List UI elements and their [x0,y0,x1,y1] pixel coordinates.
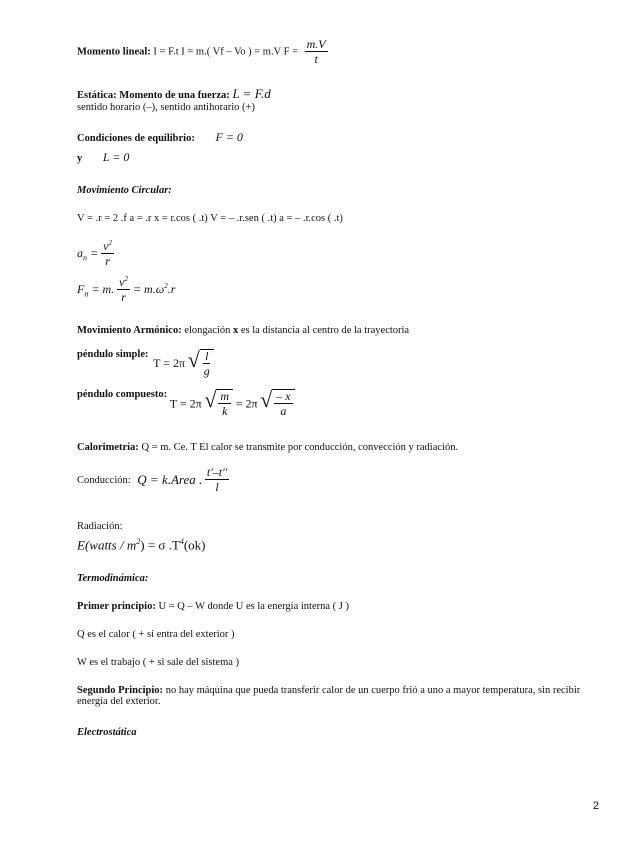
q-calor-line: Q es el calor ( + si entra del exterior ) [77,629,235,640]
pendulo-simple-T: T = 2π [153,356,186,371]
equilibrio-line2 [77,150,129,165]
an-fraction: $\frac{v^2}{r}$ [103,239,112,269]
estatica-sentido: sentido horario (–), sentido antihorario (+) [77,102,255,113]
pendulo-compuesto-num2: – x [276,389,291,403]
an-den: r [105,254,110,269]
radiacion-formula-2: ) = σ .T [140,537,180,553]
calorimetria-line [77,442,458,453]
pendulo-simple-num: l [205,349,209,363]
conduccion-label: Conducción: [77,474,131,486]
momento-lineal-line [77,38,328,67]
circular-formula-line: V = .r = 2 .f a = .r x = r.cos ( .t) V = – .r.sen ( .t) a = – .r.cos ( .t) [77,213,343,224]
momento-lineal-fraction [305,38,328,67]
calorimetria-text: Q = m. Ce. T El calor se transmite por conducción, convección y radiación. [138,442,459,453]
fn-sub: n [84,289,89,299]
pendulo-simple-den: g [203,364,210,379]
calorimetria-label: Calorimetría: [77,442,139,453]
estatica-label: Estática: Momento de una fuerza: [77,90,230,101]
conduccion-num: t'–t'' [206,465,228,479]
w-trabajo-line: W es el trabajo ( + si sale del sistema ) [77,657,240,668]
momento-lineal-denominator: t [314,52,318,67]
pendulo-simple-line [77,349,214,379]
equilibrio-y: y [77,153,83,164]
pendulo-compuesto-T: T = 2π [169,396,202,411]
armonico-line [77,325,409,336]
fn-mid: = m. [91,282,115,297]
radiacion-formula-3: (ok) [183,537,206,553]
conduccion-line [77,466,229,495]
pendulo-compuesto-eq: = 2π [235,396,258,411]
pendulo-compuesto-line [77,389,295,419]
an-num: v [103,239,109,253]
an-formula: $a_n$ = $\frac{v^2}{r}$ [77,239,112,269]
an-sub: n [83,253,87,263]
fn-fraction: $\frac{v^2}{r}$ [119,275,128,305]
primer-principio-label: Primer principio: [77,601,156,612]
conduccion-formula: Q = k.Area . [137,472,203,488]
fn-den: r [121,290,126,305]
page-number: 2 [592,800,599,812]
armonico-text-pre: elongación [181,325,234,336]
pendulo-compuesto-den1: k [222,404,228,419]
equilibrio-line [77,130,243,145]
equilibrio-label: Condiciones de equilibrio: [77,133,195,144]
estatica-line [77,86,271,102]
radiacion-label: Radiación: [77,521,123,532]
pendulo-compuesto-num1: m [220,389,230,403]
radiacion-formula: E(watts / $m^2) = \sigma$ $.T^4(ok)$ [77,537,206,553]
armonico-label: Movimiento Armónico: [77,325,182,336]
segundo-principio-paragraph [77,685,597,707]
electrostatica-heading: Electrostática [77,727,137,738]
segundo-principio-label: Segundo Principio: [77,685,164,696]
primer-principio-text: U = Q – W donde U es la energía interna ( J ) [155,601,349,612]
equilibrio-cond1: F = 0 [215,130,243,144]
armonico-x: x [233,325,239,336]
pendulo-compuesto-label: péndulo compuesto: [77,389,168,400]
termodinamica-heading: Termodinámica: [77,573,149,584]
radiacion-formula-1: E(watts / m [77,537,137,553]
circular-heading: Movimiento Circular: [77,185,172,196]
conduccion-den: l [215,480,219,495]
fn-lhs: F [77,282,85,297]
pendulo-compuesto-sqrt2: √ $\frac{- x}{a}$ [260,389,294,419]
momento-lineal-label: Momento lineal: [77,46,151,58]
conduccion-fraction [205,466,229,495]
fn-num: v [119,275,125,289]
momento-lineal-formula: I = F.t I = m.( Vf – Vo ) = m.V F = [153,46,298,58]
armonico-text-post: es la distancia al centro de la trayectoria [238,325,410,336]
fn-formula: $F_n = m$. $\frac{v^2}{r}$ = $m.\omega^2.r$ [77,275,176,305]
equilibrio-cond2: L = 0 [102,150,130,164]
primer-principio-line [77,601,349,612]
segundo-principio-text: no hay máquina que pueda transferir calor de un cuerpo frió a uno a mayor temperatura, sin recibir energía del exterior. [77,685,581,707]
pendulo-compuesto-sqrt1: √ $\frac{m}{k}$ [204,389,233,419]
pendulo-simple-sqrt: √ $\frac{l}{g}$ [188,349,214,379]
momento-lineal-numerator: m.V [306,37,326,51]
fn-rhs: = m.ω [132,282,165,297]
estatica-formula: L = F.d [232,86,271,101]
pendulo-compuesto-den2: a [280,404,287,419]
fn-end: .r [167,282,176,297]
pendulo-simple-label: péndulo simple: [77,349,149,360]
an-lhs: a [77,246,83,261]
